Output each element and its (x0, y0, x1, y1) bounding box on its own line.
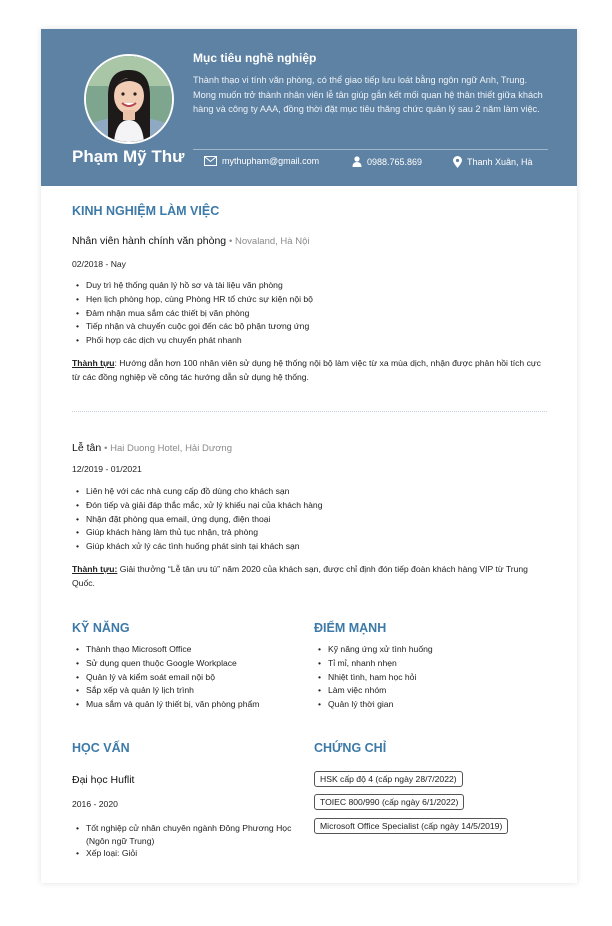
section-divider (72, 411, 547, 412)
list-item: • Tốt nghiệp cử nhân chuyên ngành Đông Phương Học (Ngôn ngữ Trung) (72, 822, 312, 847)
strengths-title: ĐIỂM MẠNH (314, 621, 387, 635)
contact-phone (352, 156, 422, 167)
envelope-icon (204, 156, 217, 166)
job-1-date: 02/2018 - Nay (72, 259, 126, 269)
list-item: • Làm việc nhóm (314, 684, 433, 698)
list-item: • Đảm nhận mua sắm các thiết bị văn phòng (72, 307, 313, 321)
phone-text: 0988.765.869 (367, 156, 423, 167)
education-title: HỌC VẤN (72, 741, 130, 755)
list-item: • Quản lý và kiểm soát email nội bộ (72, 671, 259, 685)
list-item: • Sắp xếp và quản lý lịch trình (72, 684, 259, 698)
location-text: Thanh Xuân, Hà (467, 157, 533, 167)
job-1-achievement (72, 357, 547, 384)
candidate-name: Phạm Mỹ Thư (72, 147, 185, 166)
skills-title: KỸ NĂNG (72, 621, 130, 635)
list-item: • Mua sắm và quản lý thiết bị, văn phòng phẩm (72, 698, 259, 712)
list-item: • Giúp khách xử lý các tình huống phát sinh tại khách sạn (72, 540, 323, 554)
education-date: 2016 - 2020 (72, 799, 118, 809)
objective-text: Thành thạo vi tính văn phòng, có thể giao tiếp lưu loát bằng ngôn ngữ Anh, Trung. Mong muốn trở thành nhân viên lễ tân giúp gắn kết mối quan hệ thân thiết giữa khách hàng và công ty AAA, đồng thời đặt mục tiêu thăng chức quản lý sau 2 năm làm việc. (193, 75, 543, 114)
certificate-badge: TOIEC 800/990 (cấp ngày 6/1/2022) (314, 794, 464, 810)
list-item: • Phối hợp các dịch vụ chuyển phát nhanh (72, 334, 313, 348)
experience-title: KINH NGHIỆM LÀM VIỆC (72, 204, 220, 218)
achievement-text: : Hướng dẫn hơn 100 nhân viên sử dụng hệ thống nội bộ làm việc từ xa mùa dịch, nhận được phản hồi tích cực từ các đồng nghiệp về công tác hướng dẫn sử dụng hệ thống. (72, 358, 541, 382)
location-pin-icon (453, 156, 462, 168)
job-1-company: • Novaland, Hà Nội (229, 236, 310, 247)
list-item: • Liên hệ với các nhà cung cấp đồ dùng cho khách sạn (72, 485, 323, 499)
email-text: mythupham@gmail.com (222, 156, 320, 166)
list-item: • Giúp khách hàng làm thủ tục nhận, trả phòng (72, 526, 323, 540)
certificate-badge: HSK cấp độ 4 (cấp ngày 28/7/2022) (314, 771, 463, 787)
job-1-title (72, 235, 309, 247)
list-item: • Nhận đặt phòng qua email, ứng dụng, điện thoại (72, 513, 323, 527)
resume-header (41, 29, 577, 186)
job-2-date: 12/2019 - 01/2021 (72, 464, 142, 474)
job-2-role: Lễ tân (72, 442, 102, 454)
job-2-achievement (72, 563, 547, 590)
contact-email (204, 156, 319, 166)
certificate-badge: Microsoft Office Specialist (cấp ngày 14/5/2019) (314, 818, 508, 834)
certificates-title: CHỨNG CHỈ (314, 741, 387, 755)
list-item: • Hẹn lịch phòng họp, cùng Phòng HR tổ chức sự kiện nội bộ (72, 293, 313, 307)
job-2-duties (72, 485, 323, 554)
resume-page (41, 29, 577, 883)
list-item: • Xếp loại: Giỏi (72, 847, 312, 861)
list-item: • Kỹ năng ứng xử tình huống (314, 643, 433, 657)
person-icon (352, 156, 362, 167)
list-item: • Tiếp nhận và chuyển cuộc gọi đến các bộ phận tương ứng (72, 320, 313, 334)
list-item: • Sử dụng quen thuộc Google Workplace (72, 657, 259, 671)
list-item: • Thành thạo Microsoft Office (72, 643, 259, 657)
list-item: • Đón tiếp và giải đáp thắc mắc, xử lý khiếu nại của khách hàng (72, 499, 323, 513)
list-item: • Duy trì hệ thống quản lý hồ sơ và tài liệu văn phòng (72, 279, 313, 293)
skills-list (72, 643, 259, 712)
strengths-list (314, 643, 433, 712)
achievement-label: Thành tựu (72, 358, 115, 368)
job-1-duties (72, 279, 313, 348)
job-2-title (72, 442, 232, 454)
achievement-text: Giải thưởng “Lễ tân ưu tú” năm 2020 của khách sạn, được chỉ định đón tiếp đoàn khách hàng VIP từ Trung Quốc. (72, 564, 528, 588)
education-list (72, 822, 312, 861)
contact-location (453, 156, 533, 168)
avatar (84, 54, 174, 144)
objective-title: Mục tiêu nghề nghiệp (193, 51, 317, 65)
list-item: • Quản lý thời gian (314, 698, 433, 712)
list-item: • Nhiệt tình, ham học hỏi (314, 671, 433, 685)
school-name: Đại học Huflit (72, 774, 135, 786)
job-1-role: Nhân viên hành chính văn phòng (72, 235, 227, 247)
header-divider (193, 149, 548, 150)
achievement-label: Thành tựu: (72, 564, 118, 574)
list-item: • Tỉ mỉ, nhanh nhẹn (314, 657, 433, 671)
job-2-company: • Hai Duong Hotel, Hải Dương (104, 443, 232, 454)
